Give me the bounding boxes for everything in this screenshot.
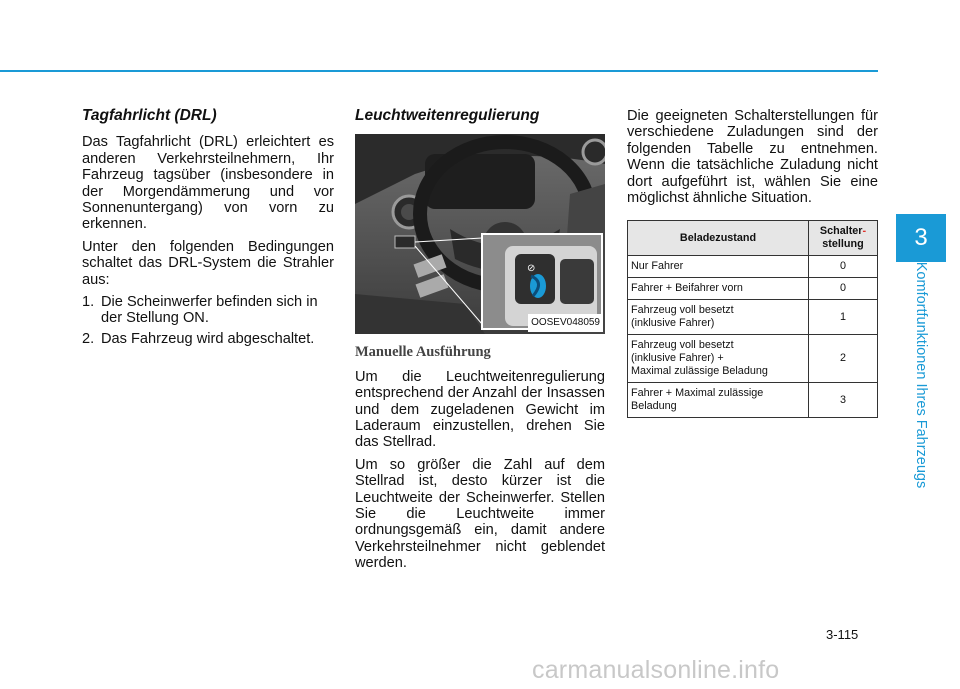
paragraph: Um die Leuchtweitenregulierung entsprechend der Anzahl der Insassen und dem zugeladenen Gewicht im Laderaum einzustellen, drehen Sie das Stellrad. xyxy=(355,368,605,451)
cell-line: (inklusive Fahrer) xyxy=(631,317,715,330)
figure-caption: OOSEV048059 xyxy=(528,314,603,332)
table-row xyxy=(628,335,878,383)
cell-line: Nur Fahrer xyxy=(631,260,684,273)
header-switch-dash: - xyxy=(862,225,867,238)
table-header-row xyxy=(628,221,878,256)
load-cell xyxy=(628,278,809,300)
page-number: 3-115 xyxy=(826,627,859,642)
cell-line: Maximal zulässige Beladung xyxy=(631,365,768,378)
switch-value-cell: 3 xyxy=(809,383,878,418)
paragraph: Unter den folgenden Bedingungen schaltet das DRL-System die Strahler aus: xyxy=(82,238,334,288)
switch-value-cell: 2 xyxy=(809,335,878,383)
paragraph: Die geeigneten Schalterstellungen für verschiedene Zuladungen sind der folgenden Tabelle zu entnehmen. Wenn die tatsächliche Zuladung nicht dort aufgeführt ist, wählen Sie eine möglichst ähnliche Situation. xyxy=(627,108,878,207)
chapter-title: Komfortfunktionen Ihres Fahrzeugs xyxy=(913,261,929,489)
cell-line: Fahrzeug voll besetzt xyxy=(631,339,734,352)
watermark: carmanualsonline.info xyxy=(532,656,780,684)
header-switch-position xyxy=(809,221,878,256)
header-switch-part1: Schalter xyxy=(819,225,863,238)
switch-value-cell: 1 xyxy=(809,300,878,335)
header-switch-part2: stellung xyxy=(822,238,864,251)
list-text: Das Fahrzeug wird abgeschaltet. xyxy=(101,330,315,347)
dashboard-illustration xyxy=(355,134,605,334)
cell-line: Beladung xyxy=(631,400,677,413)
paragraph: Das Tagfahrlicht (DRL) erleichtert es anderen Verkehrsteilnehmern, Ihr Fahrzeug tagsüber (insbesondere in der Morgendämmerung und vor Sonnenuntergang) von vorn zu erkennen. xyxy=(82,134,334,233)
column-drl xyxy=(82,108,334,351)
cell-line: Fahrer + Beifahrer vorn xyxy=(631,282,743,295)
switch-value-cell: 0 xyxy=(809,256,878,278)
load-cell xyxy=(628,335,809,383)
cell-line: (inklusive Fahrer) + xyxy=(631,352,724,365)
table-row xyxy=(628,256,878,278)
section-heading-drl: Tagfahrlicht (DRL) xyxy=(82,107,217,124)
column-headlight-leveling xyxy=(355,108,605,578)
list-text: Die Scheinwerfer befinden sich in der Stellung ON. xyxy=(101,294,318,327)
header-load-state: Beladezustand xyxy=(628,221,809,256)
column-load-table xyxy=(627,108,878,418)
svg-text:⊘: ⊘ xyxy=(527,263,536,275)
load-cell xyxy=(628,256,809,278)
paragraph: Um so größer die Zahl auf dem Stellrad ist, desto kürzer ist die Leuchtweite der Scheinwerfer. Stellen Sie die Leuchtweite immer ordnungsgemäß ein, damit andere Verkehrsteilnehmer nicht geblendet werden. xyxy=(355,456,605,572)
list-number: 2. xyxy=(82,330,95,347)
cell-line: Fahrer + Maximal zulässige xyxy=(631,387,764,400)
load-cell xyxy=(628,300,809,335)
header-rule xyxy=(0,70,878,72)
section-heading-leveling: Leuchtweitenregulierung xyxy=(355,107,540,124)
table-row xyxy=(628,278,878,300)
switch-value-cell: 0 xyxy=(809,278,878,300)
cell-line: Fahrzeug voll besetzt xyxy=(631,304,734,317)
table-row xyxy=(628,300,878,335)
load-cell xyxy=(628,383,809,418)
subheading-manual: Manuelle Ausführung xyxy=(355,344,491,361)
list-item xyxy=(82,294,334,327)
list-item xyxy=(82,331,334,347)
dashboard-figure xyxy=(355,134,605,334)
chapter-tab: 3 xyxy=(896,214,946,262)
list-number: 1. xyxy=(82,294,95,311)
table-row xyxy=(628,383,878,418)
load-table xyxy=(627,220,878,418)
